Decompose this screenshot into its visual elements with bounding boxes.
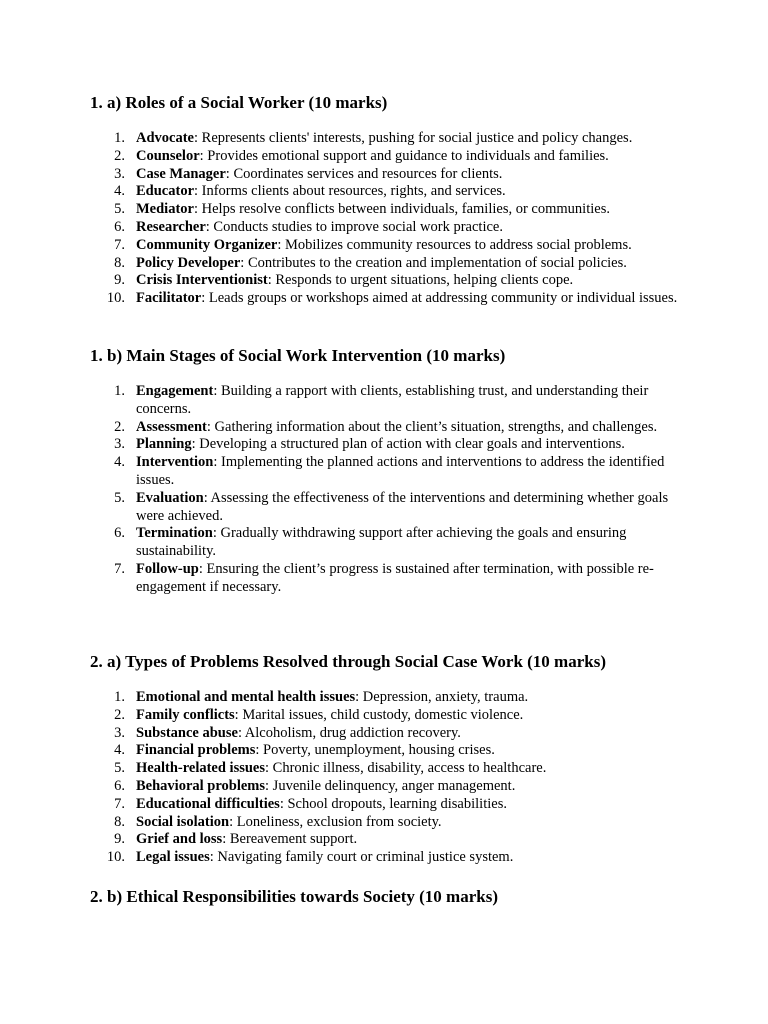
list-item: 2. Counselor: Provides emotional support and guidance to individuals and families. [114,147,609,164]
list-item: 10. Legal issues: Navigating family court or criminal justice system. [106,849,514,866]
list-item: 3. Substance abuse: Alcoholism, drug addiction recovery. [114,724,461,741]
list-item: 1. Emotional and mental health issues: Depression, anxiety, trauma. [114,689,529,705]
list-item: 7. Educational difficulties: School dropouts, learning disabilities. [114,795,507,812]
list-item: 10. Facilitator: Leads groups or workshops aimed at addressing community or individual issues. [106,290,678,307]
list-item: 6. Termination: Gradually withdrawing support after achieving the goals and ensuring sustainability. [114,525,627,560]
list-item: 2. Family conflicts: Marital issues, child custody, domestic violence. [114,706,524,723]
list-item: 5. Health-related issues: Chronic illness, disability, access to healthcare. [114,760,547,777]
list-item: 6. Researcher: Conducts studies to improve social work practice. [114,218,503,235]
section-1b [90,346,690,597]
list-item: 9. Crisis Interventionist: Responds to urgent situations, helping clients cope. [114,272,574,289]
list-item: 3. Case Manager: Coordinates services and resources for clients. [114,165,503,182]
list-item: 4. Intervention: Implementing the planned actions and interventions to address the identified issues. [114,454,665,488]
list-item: 7. Follow-up: Ensuring the client’s progress is sustained after termination, with possible re-engagement if necessary. [114,560,654,595]
list-item: 6. Behavioral problems: Juvenile delinquency, anger management. [114,777,516,794]
numbered-list [90,689,690,867]
list-item: 1. Advocate: Represents clients' interests, pushing for social justice and policy changes. [114,130,633,146]
list-item: 7. Community Organizer: Mobilizes community resources to address social problems. [114,236,632,253]
section-heading: 2. b) Ethical Responsibilities towards Society (10 marks) [90,887,498,906]
list-item: 1. Engagement: Building a rapport with clients, establishing trust, and understanding their concerns. [114,383,649,417]
list-item: 4. Educator: Informs clients about resources, rights, and services. [114,183,506,200]
numbered-list [90,130,690,308]
section-2a [90,652,690,867]
section-heading: 2. a) Types of Problems Resolved through Social Case Work (10 marks) [90,652,606,671]
section-1a [90,93,690,308]
list-item: 4. Financial problems: Poverty, unemployment, housing crises. [114,742,495,759]
numbered-list [90,383,690,597]
section-heading: 1. b) Main Stages of Social Work Intervention (10 marks) [90,346,506,365]
list-item: 8. Social isolation: Loneliness, exclusion from society. [114,813,442,830]
list-item: 9. Grief and loss: Bereavement support. [114,831,358,848]
list-item: 5. Mediator: Helps resolve conflicts between individuals, families, or communities. [114,201,610,218]
list-item: 5. Evaluation: Assessing the effectiveness of the interventions and determining whether goals were achieved. [114,489,669,524]
list-item: 8. Policy Developer: Contributes to the creation and implementation of social policies. [114,254,627,271]
section-2b [90,887,690,924]
list-item: 2. Assessment: Gathering information about the client’s situation, strengths, and challenges. [114,418,658,435]
list-item: 3. Planning: Developing a structured plan of action with clear goals and interventions. [114,436,625,453]
section-heading: 1. a) Roles of a Social Worker (10 marks) [90,93,388,112]
